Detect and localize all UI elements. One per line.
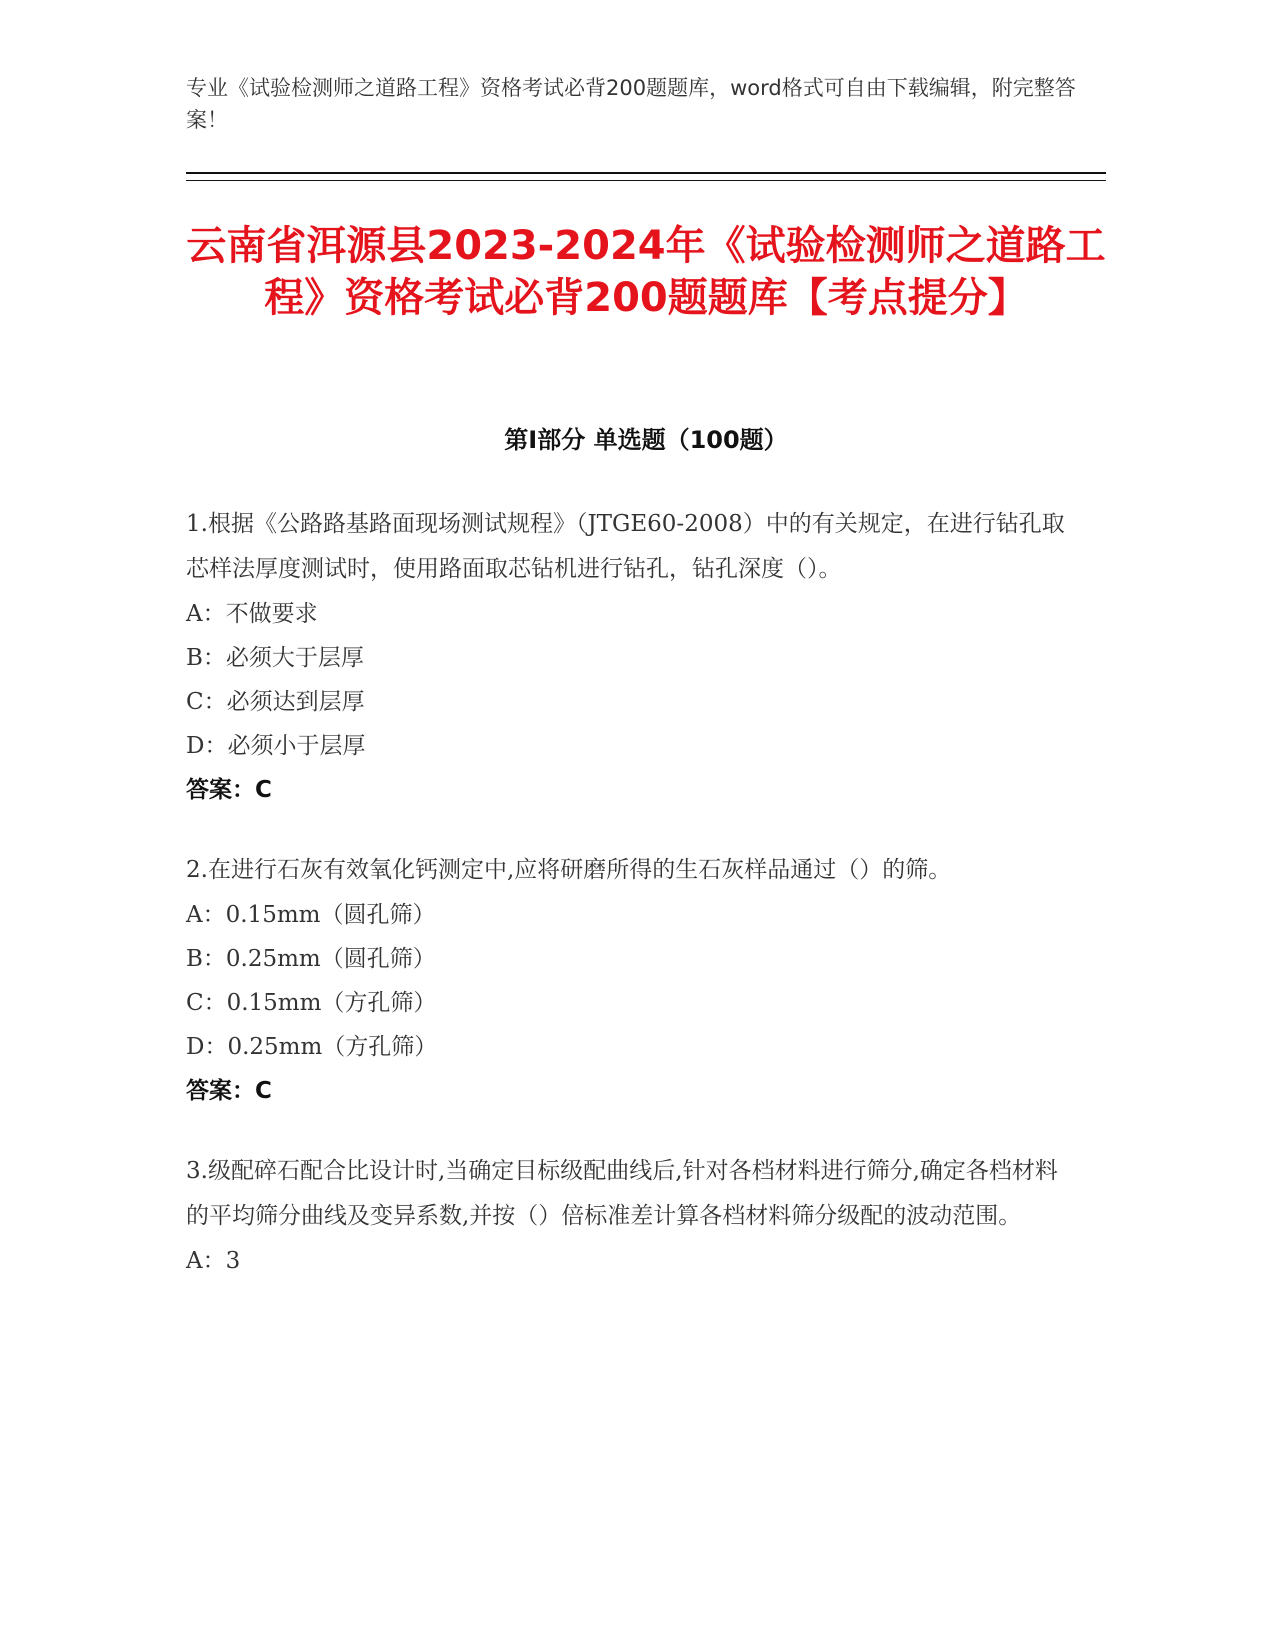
header-rule-thin: [186, 180, 1106, 181]
answer: 答案：C: [186, 777, 272, 803]
option-c: C：必须达到层厚: [186, 689, 365, 715]
question-list: [186, 502, 1066, 1319]
option-a: A：0.15mm（圆孔筛）: [186, 902, 436, 928]
option-d: D：0.25mm（方孔筛）: [186, 1034, 438, 1060]
question-3: [186, 1149, 1066, 1283]
question-2: [186, 848, 1066, 1113]
section-heading: 第I部分 单选题（100题）: [504, 426, 788, 454]
question-stem: 2.在进行石灰有效氧化钙测定中,应将研磨所得的生石灰样品通过（）的筛。: [186, 857, 952, 883]
header-note: 专业《试验检测师之道路工程》资格考试必背200题题库，word格式可自由下载编辑，附完整答案！: [186, 76, 1076, 132]
option-c: C：0.15mm（方孔筛）: [186, 990, 437, 1016]
document-title: 云南省洱源县2023-2024年《试验检测师之道路工程》资格考试必背200题题库【考点提分】: [186, 223, 1106, 321]
answer: 答案：C: [186, 1078, 272, 1104]
option-a: A：3: [186, 1248, 241, 1274]
option-b: B：0.25mm（圆孔筛）: [186, 946, 436, 972]
header-rule-thick: [186, 172, 1106, 174]
question-stem: 1.根据《公路路基路面现场测试规程》（JTGE60-2008）中的有关规定，在进行钻孔取芯样法厚度测试时，使用路面取芯钻机进行钻孔，钻孔深度（）。: [186, 511, 1065, 582]
question-stem: 3.级配碎石配合比设计时,当确定目标级配曲线后,针对各档材料进行筛分,确定各档材料的平均筛分曲线及变异系数,并按（）倍标准差计算各档材料筛分级配的波动范围。: [186, 1158, 1058, 1229]
question-1: [186, 502, 1066, 812]
option-a: A：不做要求: [186, 601, 318, 627]
option-b: B：必须大于层厚: [186, 645, 364, 671]
option-d: D：必须小于层厚: [186, 733, 366, 759]
